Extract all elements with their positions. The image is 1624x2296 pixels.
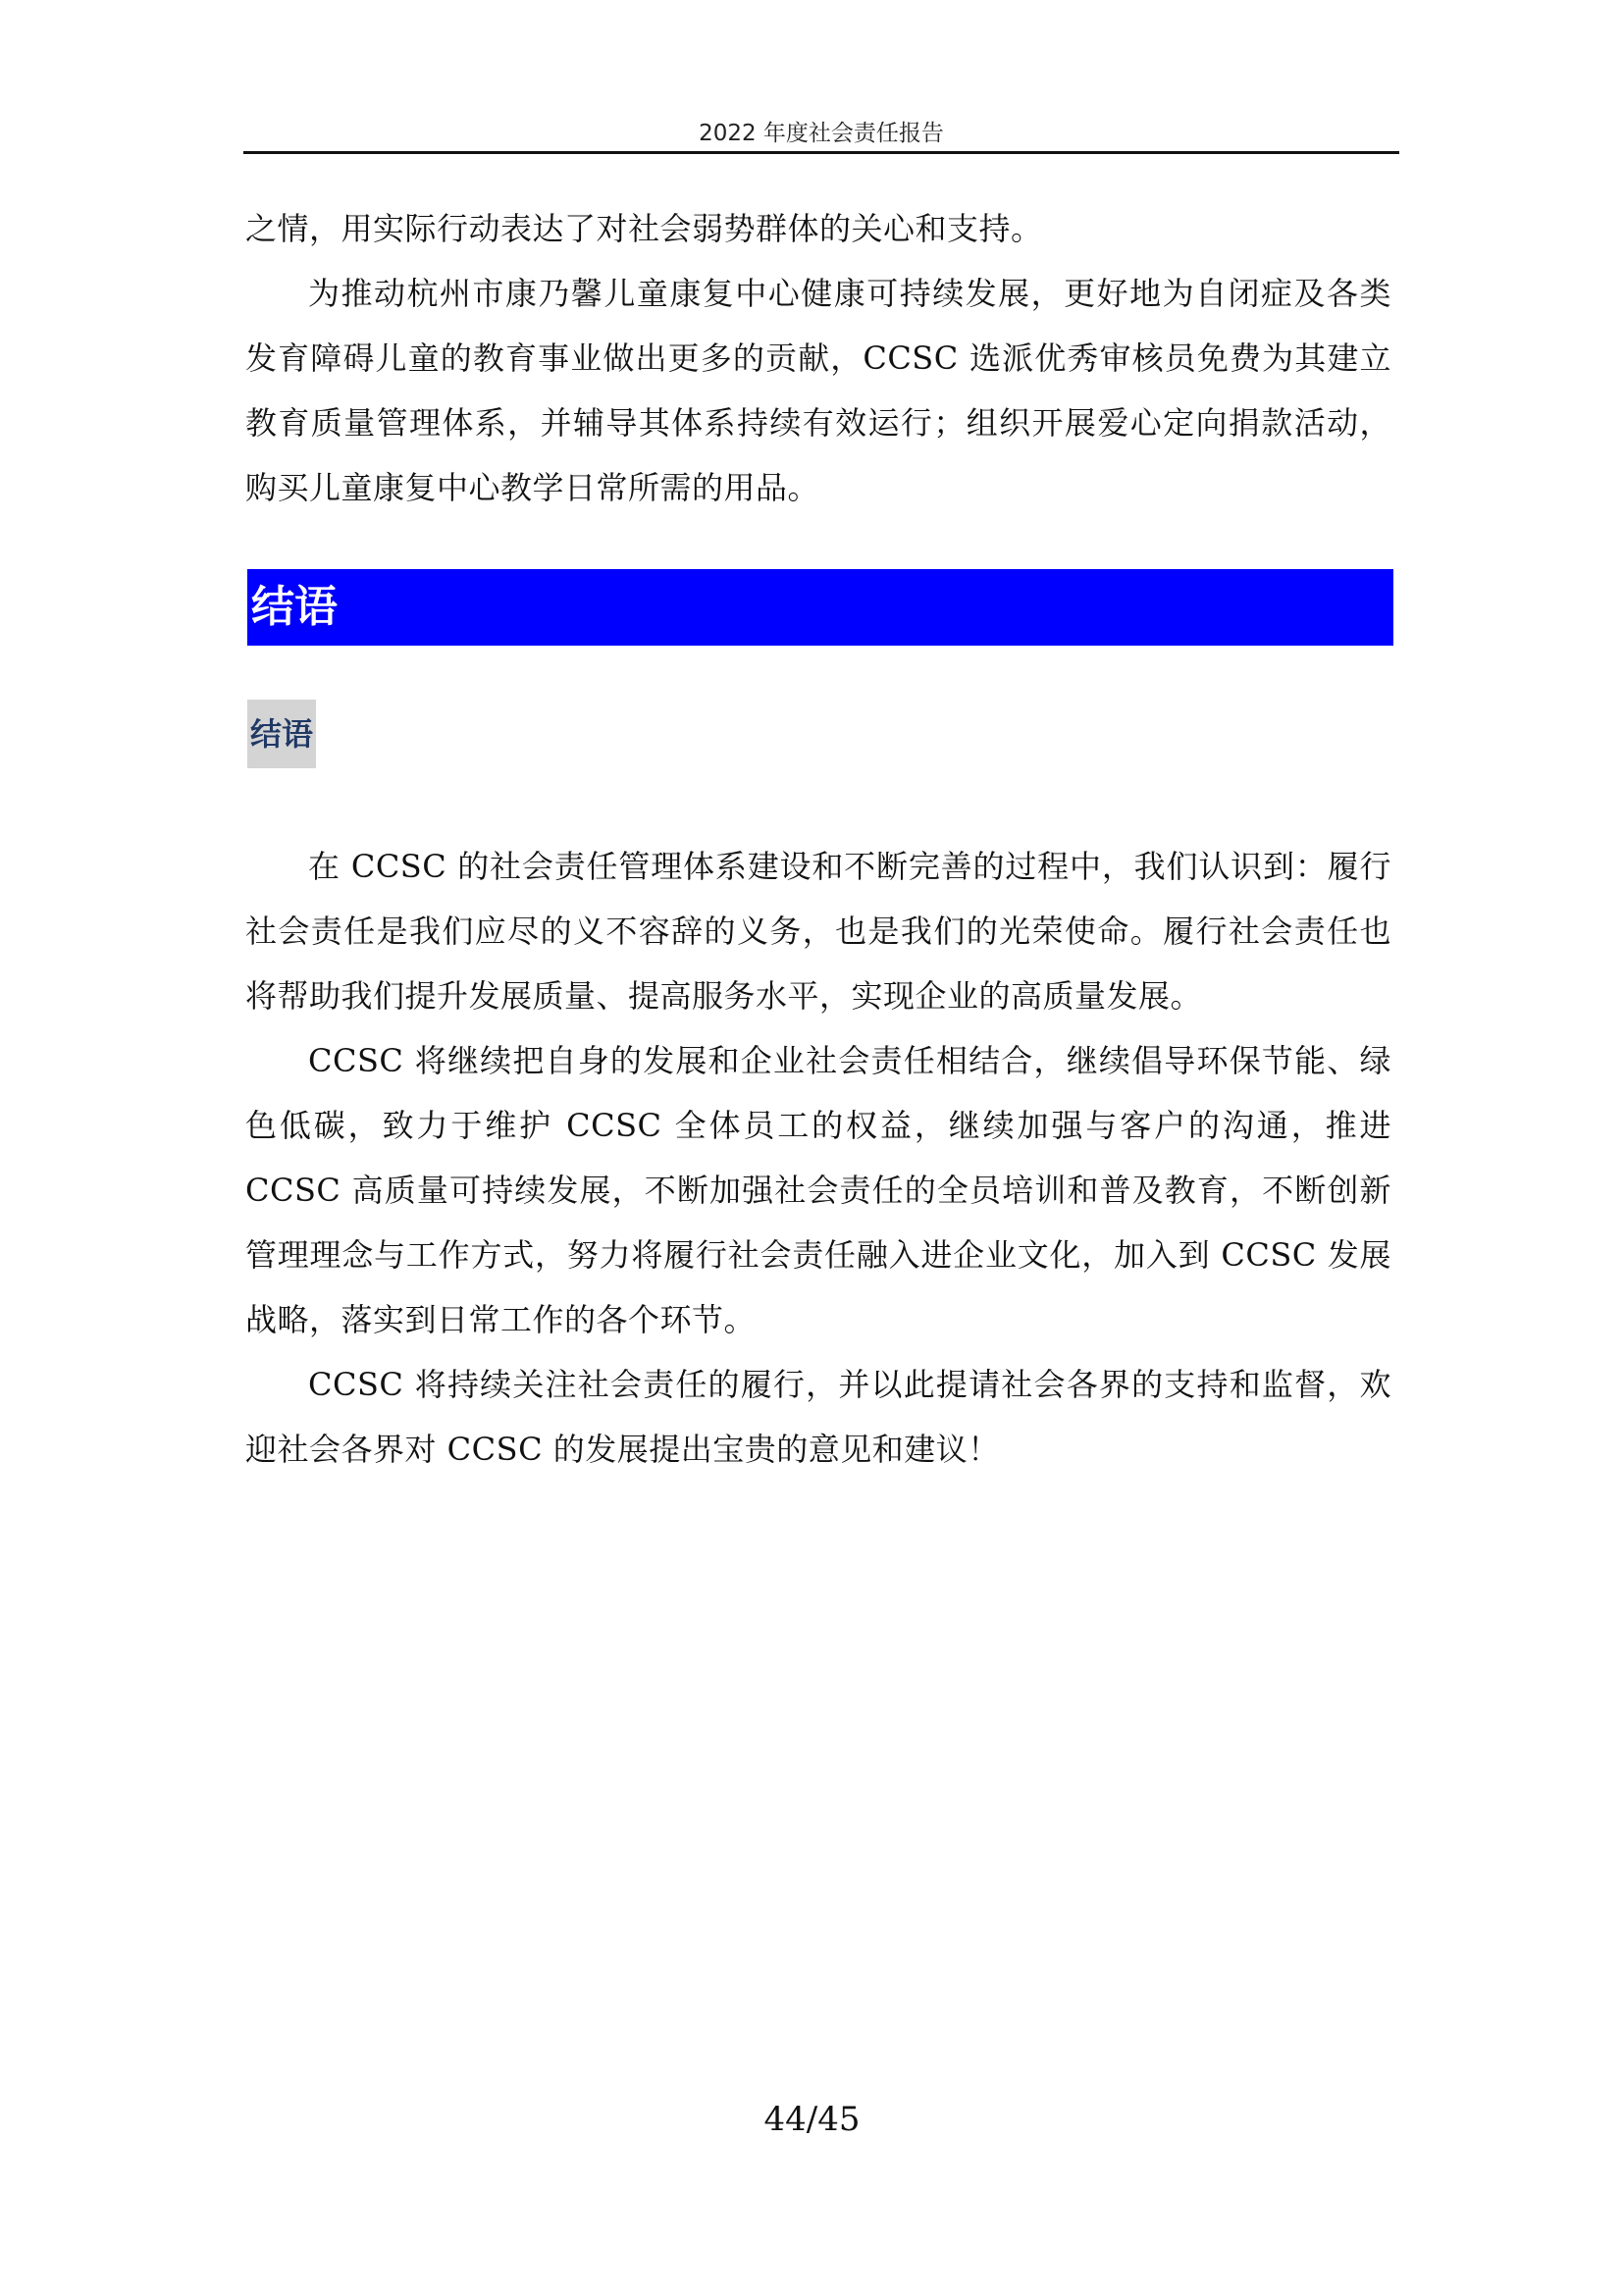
section-subheading: 结语 [247,700,316,768]
header-divider [243,151,1399,154]
page-number: 44/45 [763,2100,861,2139]
paragraph-continuation: 之情，用实际行动表达了对社会弱势群体的关心和支持。 [245,210,1043,247]
section-banner: 结语 [247,569,1393,646]
paragraph-conclusion-2: CCSC 将继续把自身的发展和企业社会责任相结合，继续倡导环保节能、绿色低碳，致力于维护 CCSC 全体员工的权益，继续加强与客户的沟通，推进 CCSC 高质量可持续发展，不断加强社会责任的全员培训和普及教育，不断创新管理理念与工作方式，努力将履行社会责任融入进企业文化，加入到 CCSC 发展战略，落实到日常工作的各个环节。 [245,1042,1391,1338]
paragraph-conclusion-3: CCSC 将持续关注社会责任的履行，并以此提请社会各界的支持和监督，欢迎社会各界对 CCSC 的发展提出宝贵的意见和建议！ [245,1366,1391,1468]
paragraph-rehab-center: 为推动杭州市康乃馨儿童康复中心健康可持续发展，更好地为自闭症及各类发育障碍儿童的教育事业做出更多的贡献，CCSC 选派优秀审核员免费为其建立教育质量管理体系，并辅导其体系持续有效运行；组织开展爱心定向捐款活动，购买儿童康复中心教学日常所需的用品。 [245,275,1391,506]
header-title: 2022 年度社会责任报告 [699,121,944,146]
paragraph-conclusion-1: 在 CCSC 的社会责任管理体系建设和不断完善的过程中，我们认识到：履行社会责任是我们应尽的义不容辞的义务，也是我们的光荣使命。履行社会责任也将帮助我们提升发展质量、提高服务水平，实现企业的高质量发展。 [245,848,1391,1015]
